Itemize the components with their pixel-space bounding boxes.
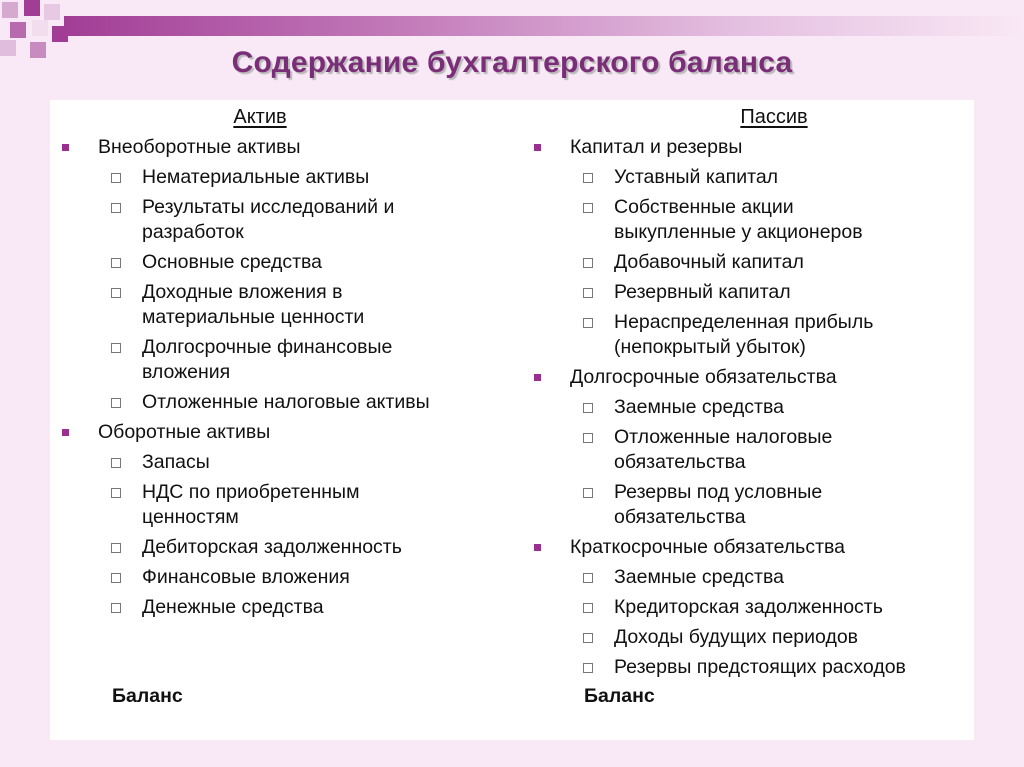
list-item: [142, 195, 394, 245]
list-item-text: Отложенные налоговые активы: [142, 391, 430, 413]
list-item-text: Денежные средства: [142, 596, 324, 618]
list-item-text: Основные средства: [142, 251, 322, 273]
list-item: [614, 165, 778, 190]
hollow-square-bullet-icon: [583, 173, 593, 183]
square-bullet-icon: [534, 374, 541, 381]
assets-header: Актив: [233, 106, 287, 128]
list-item: [142, 250, 322, 275]
list-item-text: Собственные акции: [614, 196, 794, 218]
list-item-text: Доходы будущих периодов: [614, 626, 859, 648]
group-label: Краткосрочные обязательства: [570, 536, 845, 558]
hollow-square-bullet-icon: [111, 603, 121, 613]
list-item-text: ценностям: [142, 506, 239, 528]
deco-square: [2, 2, 18, 18]
list-item: [614, 625, 858, 650]
hollow-square-bullet-icon: [111, 573, 121, 583]
list-item-text: Добавочный капитал: [614, 251, 804, 273]
liabilities-header: Пассив: [740, 106, 808, 128]
list-item-text: Нераспределенная прибыль: [614, 311, 874, 333]
hollow-square-bullet-icon: [111, 173, 121, 183]
hollow-square-bullet-icon: [111, 258, 121, 268]
list-item-text: выкупленные у акционеров: [614, 221, 863, 243]
list-item: [614, 250, 804, 275]
group-heading: [570, 535, 845, 560]
list-item-text: Финансовые вложения: [142, 566, 350, 588]
list-item: [142, 390, 430, 415]
list-item: [142, 565, 350, 590]
group-heading: [98, 420, 270, 445]
hollow-square-bullet-icon: [583, 573, 593, 583]
list-item: [142, 535, 402, 560]
list-item: [614, 195, 863, 245]
hollow-square-bullet-icon: [111, 203, 121, 213]
list-item-text: Доходные вложения в: [142, 281, 343, 303]
hollow-square-bullet-icon: [583, 663, 593, 673]
list-item-text: Запасы: [142, 451, 210, 473]
list-item: [614, 425, 832, 475]
list-item: [614, 310, 873, 360]
list-item: [614, 395, 784, 420]
list-item-text: Заемные средства: [614, 566, 784, 588]
hollow-square-bullet-icon: [583, 633, 593, 643]
hollow-square-bullet-icon: [111, 543, 121, 553]
square-bullet-icon: [62, 429, 69, 436]
list-item: [142, 165, 369, 190]
list-item-text: Долгосрочные финансовые: [142, 336, 393, 358]
list-item-text: Результаты исследований и: [142, 196, 395, 218]
square-bullet-icon: [534, 144, 541, 151]
deco-square: [10, 22, 26, 38]
hollow-square-bullet-icon: [111, 398, 121, 408]
square-bullet-icon: [62, 144, 69, 151]
page-title: Содержание бухгалтерского баланса: [231, 46, 793, 79]
list-item: [614, 565, 784, 590]
hollow-square-bullet-icon: [583, 488, 593, 498]
list-item: [142, 280, 364, 330]
hollow-square-bullet-icon: [111, 488, 121, 498]
list-item-text: Заемные средства: [614, 396, 784, 418]
hollow-square-bullet-icon: [583, 433, 593, 443]
group-label: Капитал и резервы: [570, 136, 743, 158]
list-item: [614, 280, 791, 305]
hollow-square-bullet-icon: [583, 258, 593, 268]
list-item-text: обязательства: [614, 506, 746, 528]
group-label: Долгосрочные обязательства: [570, 366, 837, 388]
list-item: [142, 335, 392, 385]
hollow-square-bullet-icon: [111, 288, 121, 298]
title-gradient-bar: [64, 16, 1024, 36]
list-item: [614, 480, 822, 530]
balance-total: Баланс: [112, 685, 183, 707]
group-heading: [570, 135, 742, 160]
list-item-text: Кредиторская задолженность: [614, 596, 883, 618]
group-label: Внеоборотные активы: [98, 136, 301, 158]
list-item: [614, 595, 883, 620]
list-item-text: Нематериальные активы: [142, 166, 370, 188]
hollow-square-bullet-icon: [583, 203, 593, 213]
list-item-text: материальные ценности: [142, 306, 365, 328]
hollow-square-bullet-icon: [583, 288, 593, 298]
list-item-text: обязательства: [614, 451, 746, 473]
list-item-text: вложения: [142, 361, 231, 383]
deco-square: [44, 4, 60, 20]
list-item-text: Резервы предстоящих расходов: [614, 656, 906, 678]
hollow-square-bullet-icon: [111, 458, 121, 468]
list-item: [142, 480, 359, 530]
list-item-text: НДС по приобретенным: [142, 481, 360, 503]
list-item-text: Резервы под условные: [614, 481, 823, 503]
balance-total: Баланс: [584, 685, 655, 707]
list-item-text: Уставный капитал: [614, 166, 779, 188]
list-item-text: разработок: [142, 221, 244, 243]
deco-square: [24, 0, 40, 16]
square-bullet-icon: [534, 544, 541, 551]
list-item-text: Отложенные налоговые: [614, 426, 833, 448]
group-heading: [98, 135, 301, 160]
group-label: Оборотные активы: [98, 421, 271, 443]
hollow-square-bullet-icon: [583, 403, 593, 413]
list-item-text: Дебиторская задолженность: [142, 536, 402, 558]
list-item: [142, 595, 324, 620]
group-heading: [570, 365, 837, 390]
list-item-text: (непокрытый убыток): [614, 336, 806, 358]
list-item: [614, 655, 906, 680]
hollow-square-bullet-icon: [111, 343, 121, 353]
list-item-text: Резервный капитал: [614, 281, 791, 303]
content-panel: [50, 100, 974, 740]
hollow-square-bullet-icon: [583, 318, 593, 328]
deco-square: [32, 20, 48, 36]
hollow-square-bullet-icon: [583, 603, 593, 613]
list-item: [142, 450, 210, 475]
